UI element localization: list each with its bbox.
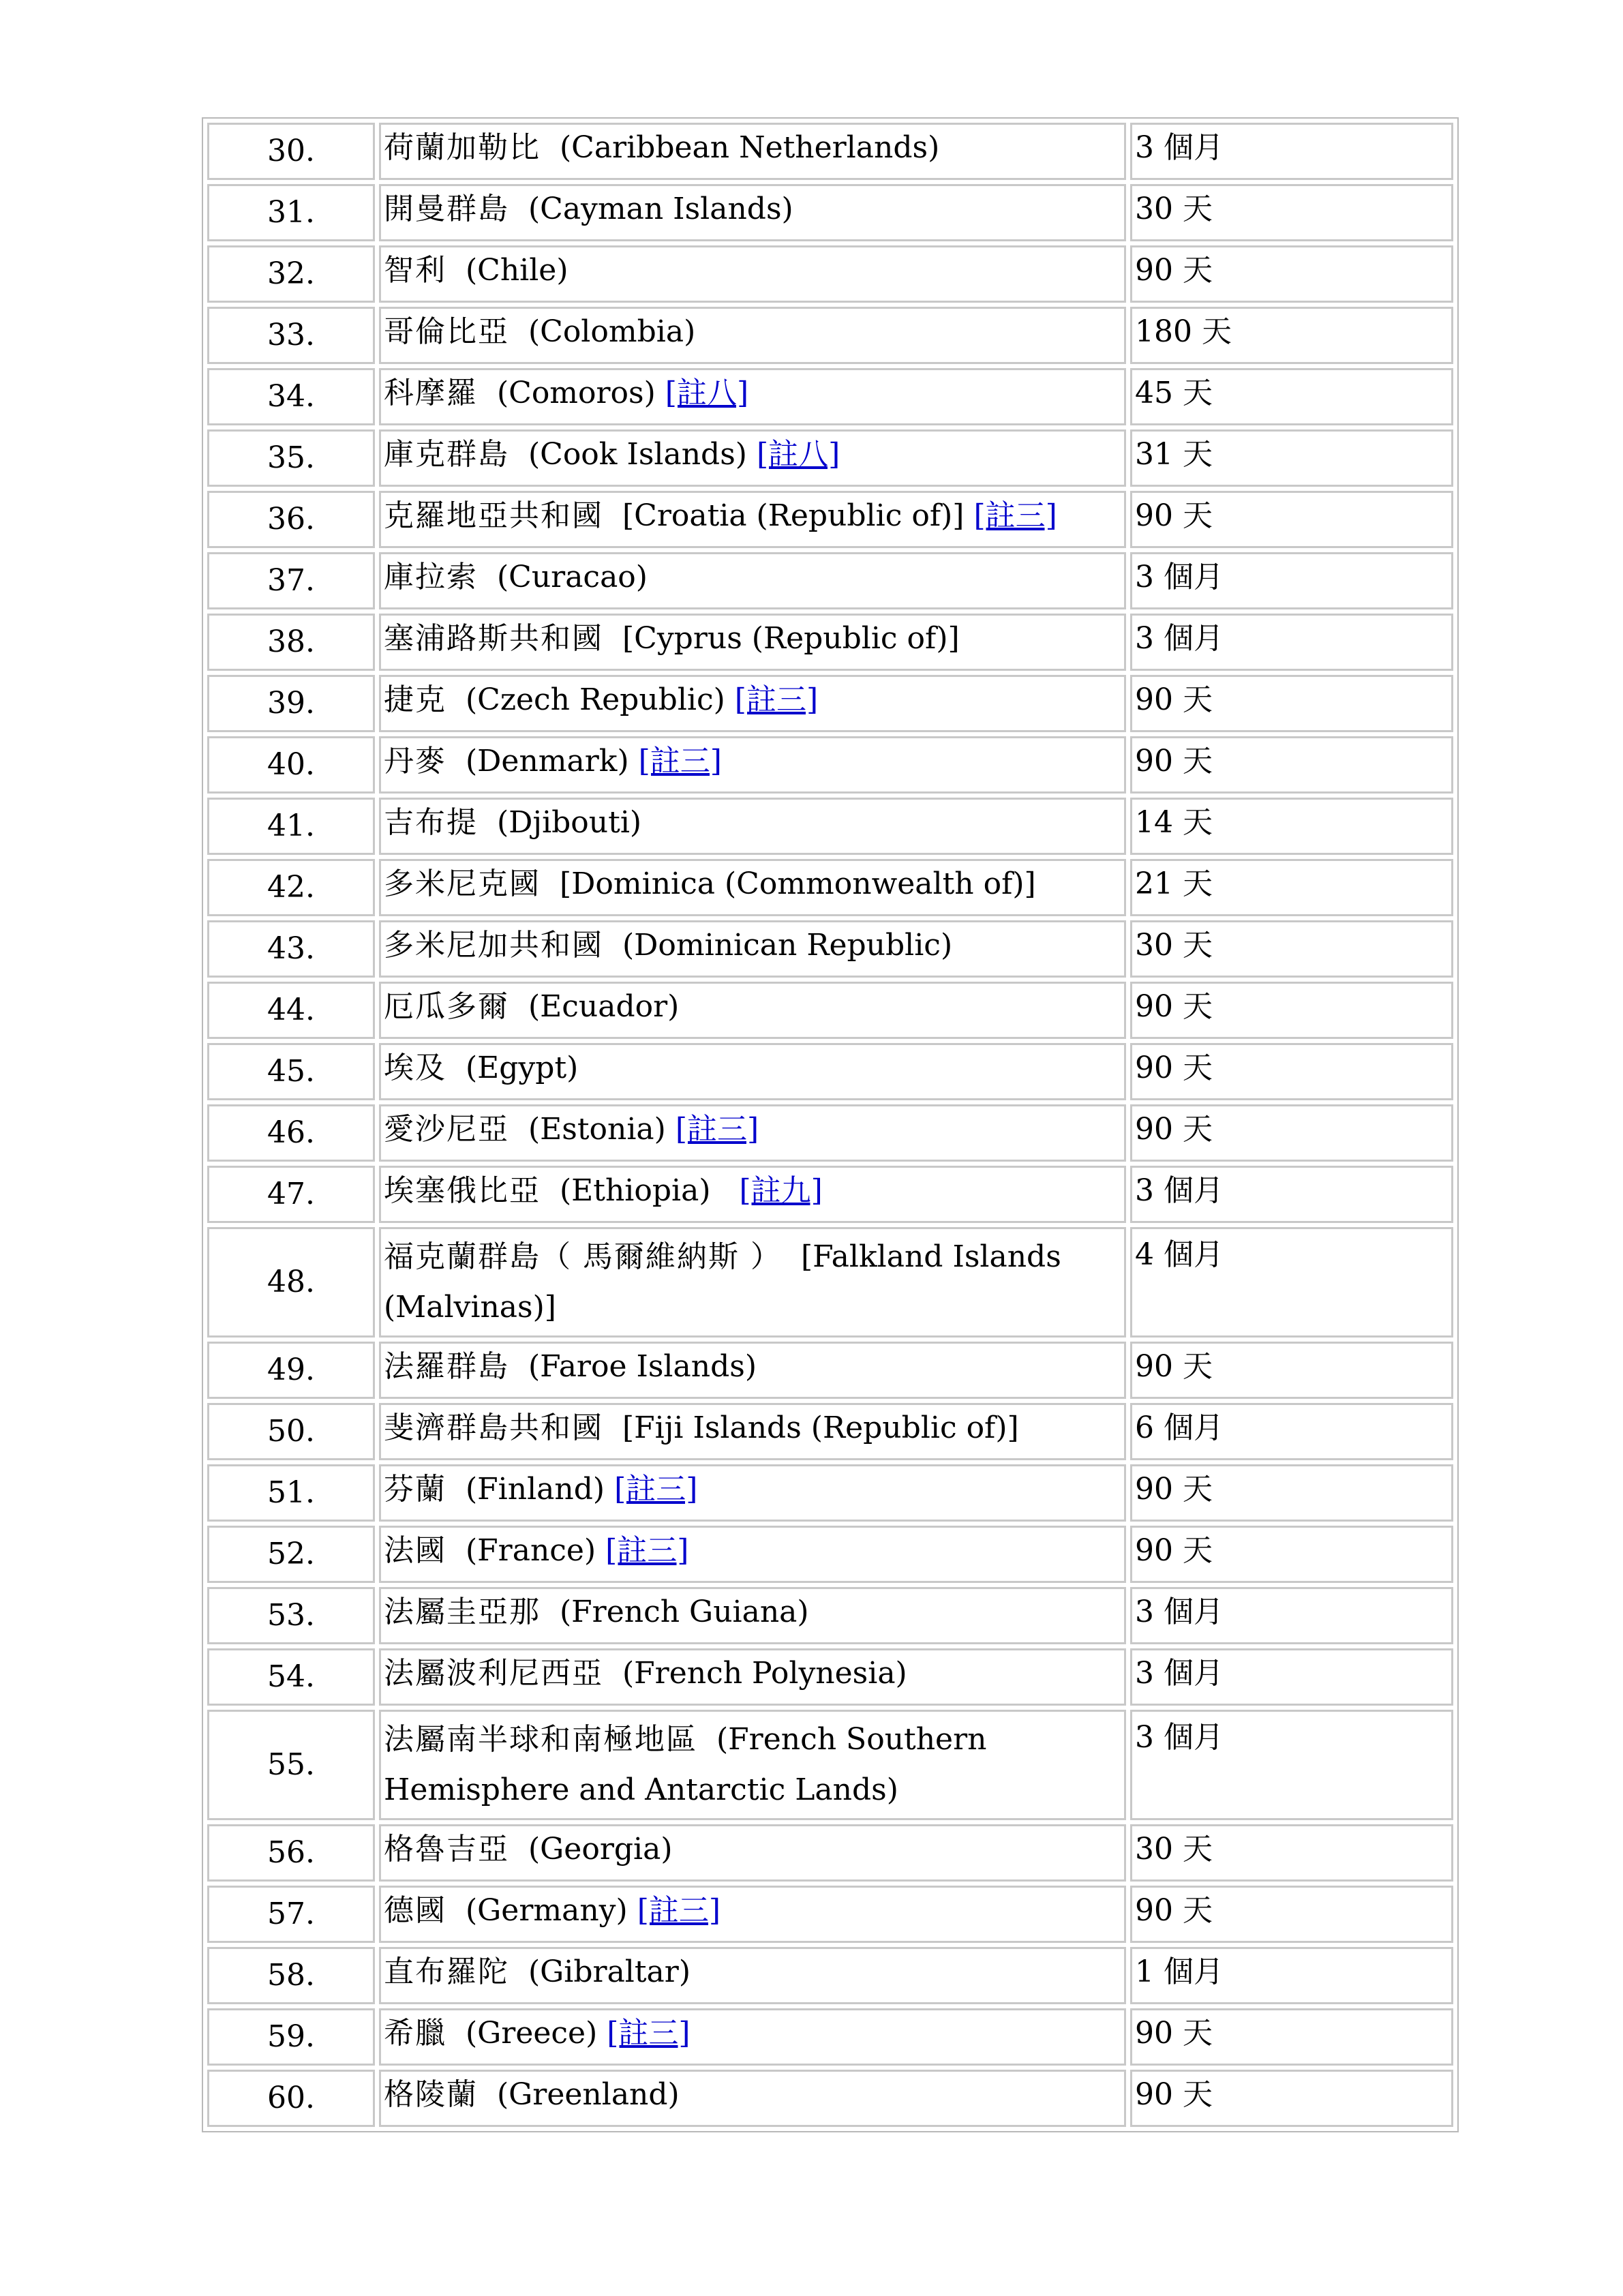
footnote-link[interactable]: [註八] — [756, 437, 840, 472]
stay-duration: 3 個月 — [1130, 123, 1453, 180]
row-number: 40. — [207, 736, 375, 794]
stay-duration: 90 天 — [1130, 1342, 1453, 1399]
table-row — [207, 307, 1453, 364]
footnote-link[interactable]: [註三] — [637, 1893, 721, 1928]
country-name-chinese: 哥倫比亞 — [384, 314, 509, 349]
country-name-chinese: 庫拉索 — [384, 560, 478, 594]
country-name-english: [Cyprus (Republic of)] — [622, 621, 960, 656]
country-name-chinese: 捷克 — [384, 682, 446, 717]
stay-duration: 45 天 — [1130, 368, 1453, 425]
country-name-cell — [379, 859, 1126, 916]
footnote-link[interactable]: [註九] — [739, 1173, 823, 1208]
country-name-chinese: 芬蘭 — [384, 1472, 446, 1507]
table-row — [207, 1043, 1453, 1100]
country-name-cell — [379, 675, 1126, 732]
table-row — [207, 920, 1453, 978]
table-row — [207, 614, 1453, 671]
table-row — [207, 2070, 1453, 2127]
table-row — [207, 1886, 1453, 1943]
country-name-english: (Chile) — [465, 253, 568, 288]
country-name-english: [Falkland Islands (Malvinas)] — [384, 1239, 1061, 1325]
table-row — [207, 1104, 1453, 1162]
country-name-english: (Colombia) — [528, 314, 696, 349]
country-name-cell — [379, 1947, 1126, 2004]
country-name-cell — [379, 1403, 1126, 1460]
country-name-chinese: 庫克群島 — [384, 437, 509, 472]
country-name-cell — [379, 920, 1126, 978]
footnote-link[interactable]: [註三] — [734, 682, 819, 717]
table-row — [207, 798, 1453, 855]
table-row — [207, 1947, 1453, 2004]
table-row — [207, 184, 1453, 241]
country-name-english: (Germany) — [465, 1893, 628, 1928]
country-name-cell — [379, 429, 1126, 487]
stay-duration: 90 天 — [1130, 1886, 1453, 1943]
country-name-cell — [379, 245, 1126, 303]
country-name-english: (Finland) — [465, 1472, 605, 1507]
stay-duration: 90 天 — [1130, 1526, 1453, 1583]
stay-duration: 90 天 — [1130, 1464, 1453, 1522]
table-row — [207, 1648, 1453, 1706]
table-row — [207, 1824, 1453, 1882]
country-name-english: (Egypt) — [465, 1051, 579, 1085]
country-name-english: (France) — [465, 1533, 596, 1568]
table-row — [207, 675, 1453, 732]
row-number: 39. — [207, 675, 375, 732]
table-row — [207, 491, 1453, 548]
country-name-chinese: 斐濟群島共和國 — [384, 1410, 603, 1445]
country-name-chinese: 吉布提 — [384, 805, 478, 840]
stay-duration: 90 天 — [1130, 491, 1453, 548]
country-name-chinese: 希臘 — [384, 2016, 446, 2051]
country-name-chinese: 愛沙尼亞 — [384, 1112, 509, 1147]
country-name-cell — [379, 552, 1126, 609]
country-name-cell — [379, 2008, 1126, 2066]
country-name-cell — [379, 123, 1126, 180]
country-name-english: (Curacao) — [496, 560, 648, 594]
row-number: 60. — [207, 2070, 375, 2127]
country-name-cell — [379, 1464, 1126, 1522]
table-row — [207, 1464, 1453, 1522]
row-number: 44. — [207, 982, 375, 1039]
stay-duration: 90 天 — [1130, 245, 1453, 303]
table-row — [207, 368, 1453, 425]
country-name-english: [Fiji Islands (Republic of)] — [622, 1410, 1019, 1445]
footnote-link[interactable]: [註三] — [638, 744, 722, 779]
visa-free-table — [202, 117, 1459, 2132]
country-name-english: (Cayman Islands) — [528, 192, 793, 226]
country-name-english: (French Polynesia) — [622, 1656, 907, 1691]
table-row — [207, 1166, 1453, 1223]
country-name-chinese: 德國 — [384, 1893, 446, 1928]
table-row — [207, 245, 1453, 303]
table-row — [207, 2008, 1453, 2066]
country-name-chinese: 埃塞俄比亞 — [384, 1173, 541, 1208]
row-number: 34. — [207, 368, 375, 425]
footnote-link[interactable]: [註三] — [675, 1112, 759, 1147]
row-number: 33. — [207, 307, 375, 364]
country-name-english: (Estonia) — [528, 1112, 666, 1147]
country-name-english: (Greece) — [465, 2016, 598, 2051]
table-row — [207, 552, 1453, 609]
row-number: 41. — [207, 798, 375, 855]
row-number: 43. — [207, 920, 375, 978]
stay-duration: 90 天 — [1130, 1043, 1453, 1100]
country-name-chinese: 法羅群島 — [384, 1349, 509, 1384]
row-number: 35. — [207, 429, 375, 487]
stay-duration: 21 天 — [1130, 859, 1453, 916]
country-name-cell — [379, 1886, 1126, 1943]
country-name-chinese: 法屬圭亞那 — [384, 1595, 541, 1629]
footnote-link[interactable]: [註三] — [605, 1533, 689, 1568]
table-row — [207, 1526, 1453, 1583]
country-name-chinese: 科摩羅 — [384, 376, 478, 410]
row-number: 46. — [207, 1104, 375, 1162]
table-row — [207, 1710, 1453, 1820]
row-number: 49. — [207, 1342, 375, 1399]
country-name-cell — [379, 614, 1126, 671]
country-name-english: (Gibraltar) — [528, 1954, 691, 1989]
stay-duration: 3 個月 — [1130, 1587, 1453, 1644]
table-row — [207, 736, 1453, 794]
table-row — [207, 859, 1453, 916]
stay-duration: 3 個月 — [1130, 1648, 1453, 1706]
stay-duration: 3 個月 — [1130, 1710, 1453, 1820]
row-number: 47. — [207, 1166, 375, 1223]
country-name-english: (French Southern Hemisphere and Antarctic Lands) — [384, 1722, 987, 1807]
country-name-chinese: 法國 — [384, 1533, 446, 1568]
country-name-english: (Comoros) — [496, 376, 656, 410]
country-name-english: (Cook Islands) — [528, 437, 747, 472]
country-name-english: (Greenland) — [496, 2077, 680, 2112]
country-name-chinese: 丹麥 — [384, 744, 446, 779]
table-row — [207, 1587, 1453, 1644]
country-name-english: (Dominican Republic) — [622, 928, 953, 963]
footnote-link[interactable]: [註三] — [973, 498, 1057, 533]
row-number: 58. — [207, 1947, 375, 2004]
row-number: 54. — [207, 1648, 375, 1706]
country-name-cell — [379, 491, 1126, 548]
country-name-english: [Dominica (Commonwealth of)] — [559, 866, 1036, 901]
country-name-chinese: 荷蘭加勒比 — [384, 130, 541, 165]
stay-duration: 180 天 — [1130, 307, 1453, 364]
table-row — [207, 123, 1453, 180]
country-name-chinese: 智利 — [384, 253, 446, 288]
footnote-link[interactable]: [註三] — [614, 1472, 698, 1507]
stay-duration: 30 天 — [1130, 184, 1453, 241]
country-name-cell — [379, 2070, 1126, 2127]
stay-duration: 6 個月 — [1130, 1403, 1453, 1460]
row-number: 55. — [207, 1710, 375, 1820]
stay-duration: 3 個月 — [1130, 614, 1453, 671]
stay-duration: 14 天 — [1130, 798, 1453, 855]
country-name-chinese: 法屬波利尼西亞 — [384, 1656, 603, 1691]
country-name-english: (French Guiana) — [559, 1595, 809, 1629]
row-number: 48. — [207, 1227, 375, 1338]
country-name-chinese: 法屬南半球和南極地區 — [384, 1722, 697, 1757]
country-name-cell — [379, 1824, 1126, 1882]
row-number: 32. — [207, 245, 375, 303]
row-number: 30. — [207, 123, 375, 180]
country-name-cell — [379, 798, 1126, 855]
country-name-cell — [379, 1587, 1126, 1644]
stay-duration: 4 個月 — [1130, 1227, 1453, 1338]
row-number: 37. — [207, 552, 375, 609]
country-name-english: (Georgia) — [528, 1832, 673, 1867]
visa-table-body — [207, 123, 1453, 2127]
row-number: 56. — [207, 1824, 375, 1882]
country-name-english: (Czech Republic) — [465, 682, 725, 717]
country-name-chinese: 格陵蘭 — [384, 2077, 478, 2112]
footnote-link[interactable]: [註八] — [665, 376, 749, 410]
country-name-english: (Faroe Islands) — [528, 1349, 757, 1384]
country-name-english: (Denmark) — [465, 744, 629, 779]
row-number: 38. — [207, 614, 375, 671]
country-name-cell — [379, 1043, 1126, 1100]
country-name-chinese: 厄瓜多爾 — [384, 989, 509, 1024]
footnote-link[interactable]: [註三] — [607, 2016, 691, 2051]
country-name-cell — [379, 1227, 1126, 1338]
row-number: 52. — [207, 1526, 375, 1583]
stay-duration: 3 個月 — [1130, 1166, 1453, 1223]
row-number: 51. — [207, 1464, 375, 1522]
country-name-chinese: 塞浦路斯共和國 — [384, 621, 603, 656]
country-name-chinese: 多米尼加共和國 — [384, 928, 603, 963]
country-name-cell — [379, 1648, 1126, 1706]
table-row — [207, 429, 1453, 487]
country-name-chinese: 多米尼克國 — [384, 866, 541, 901]
stay-duration: 30 天 — [1130, 1824, 1453, 1882]
table-row — [207, 1403, 1453, 1460]
country-name-cell — [379, 1342, 1126, 1399]
stay-duration: 90 天 — [1130, 675, 1453, 732]
country-name-english: (Ethiopia) — [559, 1173, 711, 1208]
stay-duration: 31 天 — [1130, 429, 1453, 487]
row-number: 36. — [207, 491, 375, 548]
country-name-cell — [379, 368, 1126, 425]
table-row — [207, 982, 1453, 1039]
country-name-cell — [379, 1104, 1126, 1162]
stay-duration: 90 天 — [1130, 982, 1453, 1039]
stay-duration: 90 天 — [1130, 736, 1453, 794]
country-name-english: (Caribbean Netherlands) — [559, 130, 940, 165]
country-name-cell — [379, 1166, 1126, 1223]
country-name-chinese: 埃及 — [384, 1051, 446, 1085]
country-name-chinese: 開曼群島 — [384, 192, 509, 226]
stay-duration: 1 個月 — [1130, 1947, 1453, 2004]
row-number: 53. — [207, 1587, 375, 1644]
stay-duration: 3 個月 — [1130, 552, 1453, 609]
country-name-chinese: 直布羅陀 — [384, 1954, 509, 1989]
country-name-cell — [379, 982, 1126, 1039]
row-number: 50. — [207, 1403, 375, 1460]
country-name-chinese: 福克蘭群島（ 馬爾維納斯 ） — [384, 1239, 782, 1274]
row-number: 59. — [207, 2008, 375, 2066]
row-number: 31. — [207, 184, 375, 241]
stay-duration: 90 天 — [1130, 2070, 1453, 2127]
country-name-cell — [379, 1526, 1126, 1583]
row-number: 42. — [207, 859, 375, 916]
country-name-cell — [379, 736, 1126, 794]
country-name-english: [Croatia (Republic of)] — [622, 498, 965, 533]
row-number: 45. — [207, 1043, 375, 1100]
country-name-chinese: 克羅地亞共和國 — [384, 498, 603, 533]
country-name-cell — [379, 184, 1126, 241]
country-name-cell — [379, 307, 1126, 364]
country-name-chinese: 格魯吉亞 — [384, 1832, 509, 1867]
table-row — [207, 1342, 1453, 1399]
country-name-english: (Ecuador) — [528, 989, 680, 1024]
stay-duration: 90 天 — [1130, 1104, 1453, 1162]
country-name-english: (Djibouti) — [496, 805, 642, 840]
row-number: 57. — [207, 1886, 375, 1943]
country-name-cell — [379, 1710, 1126, 1820]
stay-duration: 30 天 — [1130, 920, 1453, 978]
table-row — [207, 1227, 1453, 1338]
stay-duration: 90 天 — [1130, 2008, 1453, 2066]
